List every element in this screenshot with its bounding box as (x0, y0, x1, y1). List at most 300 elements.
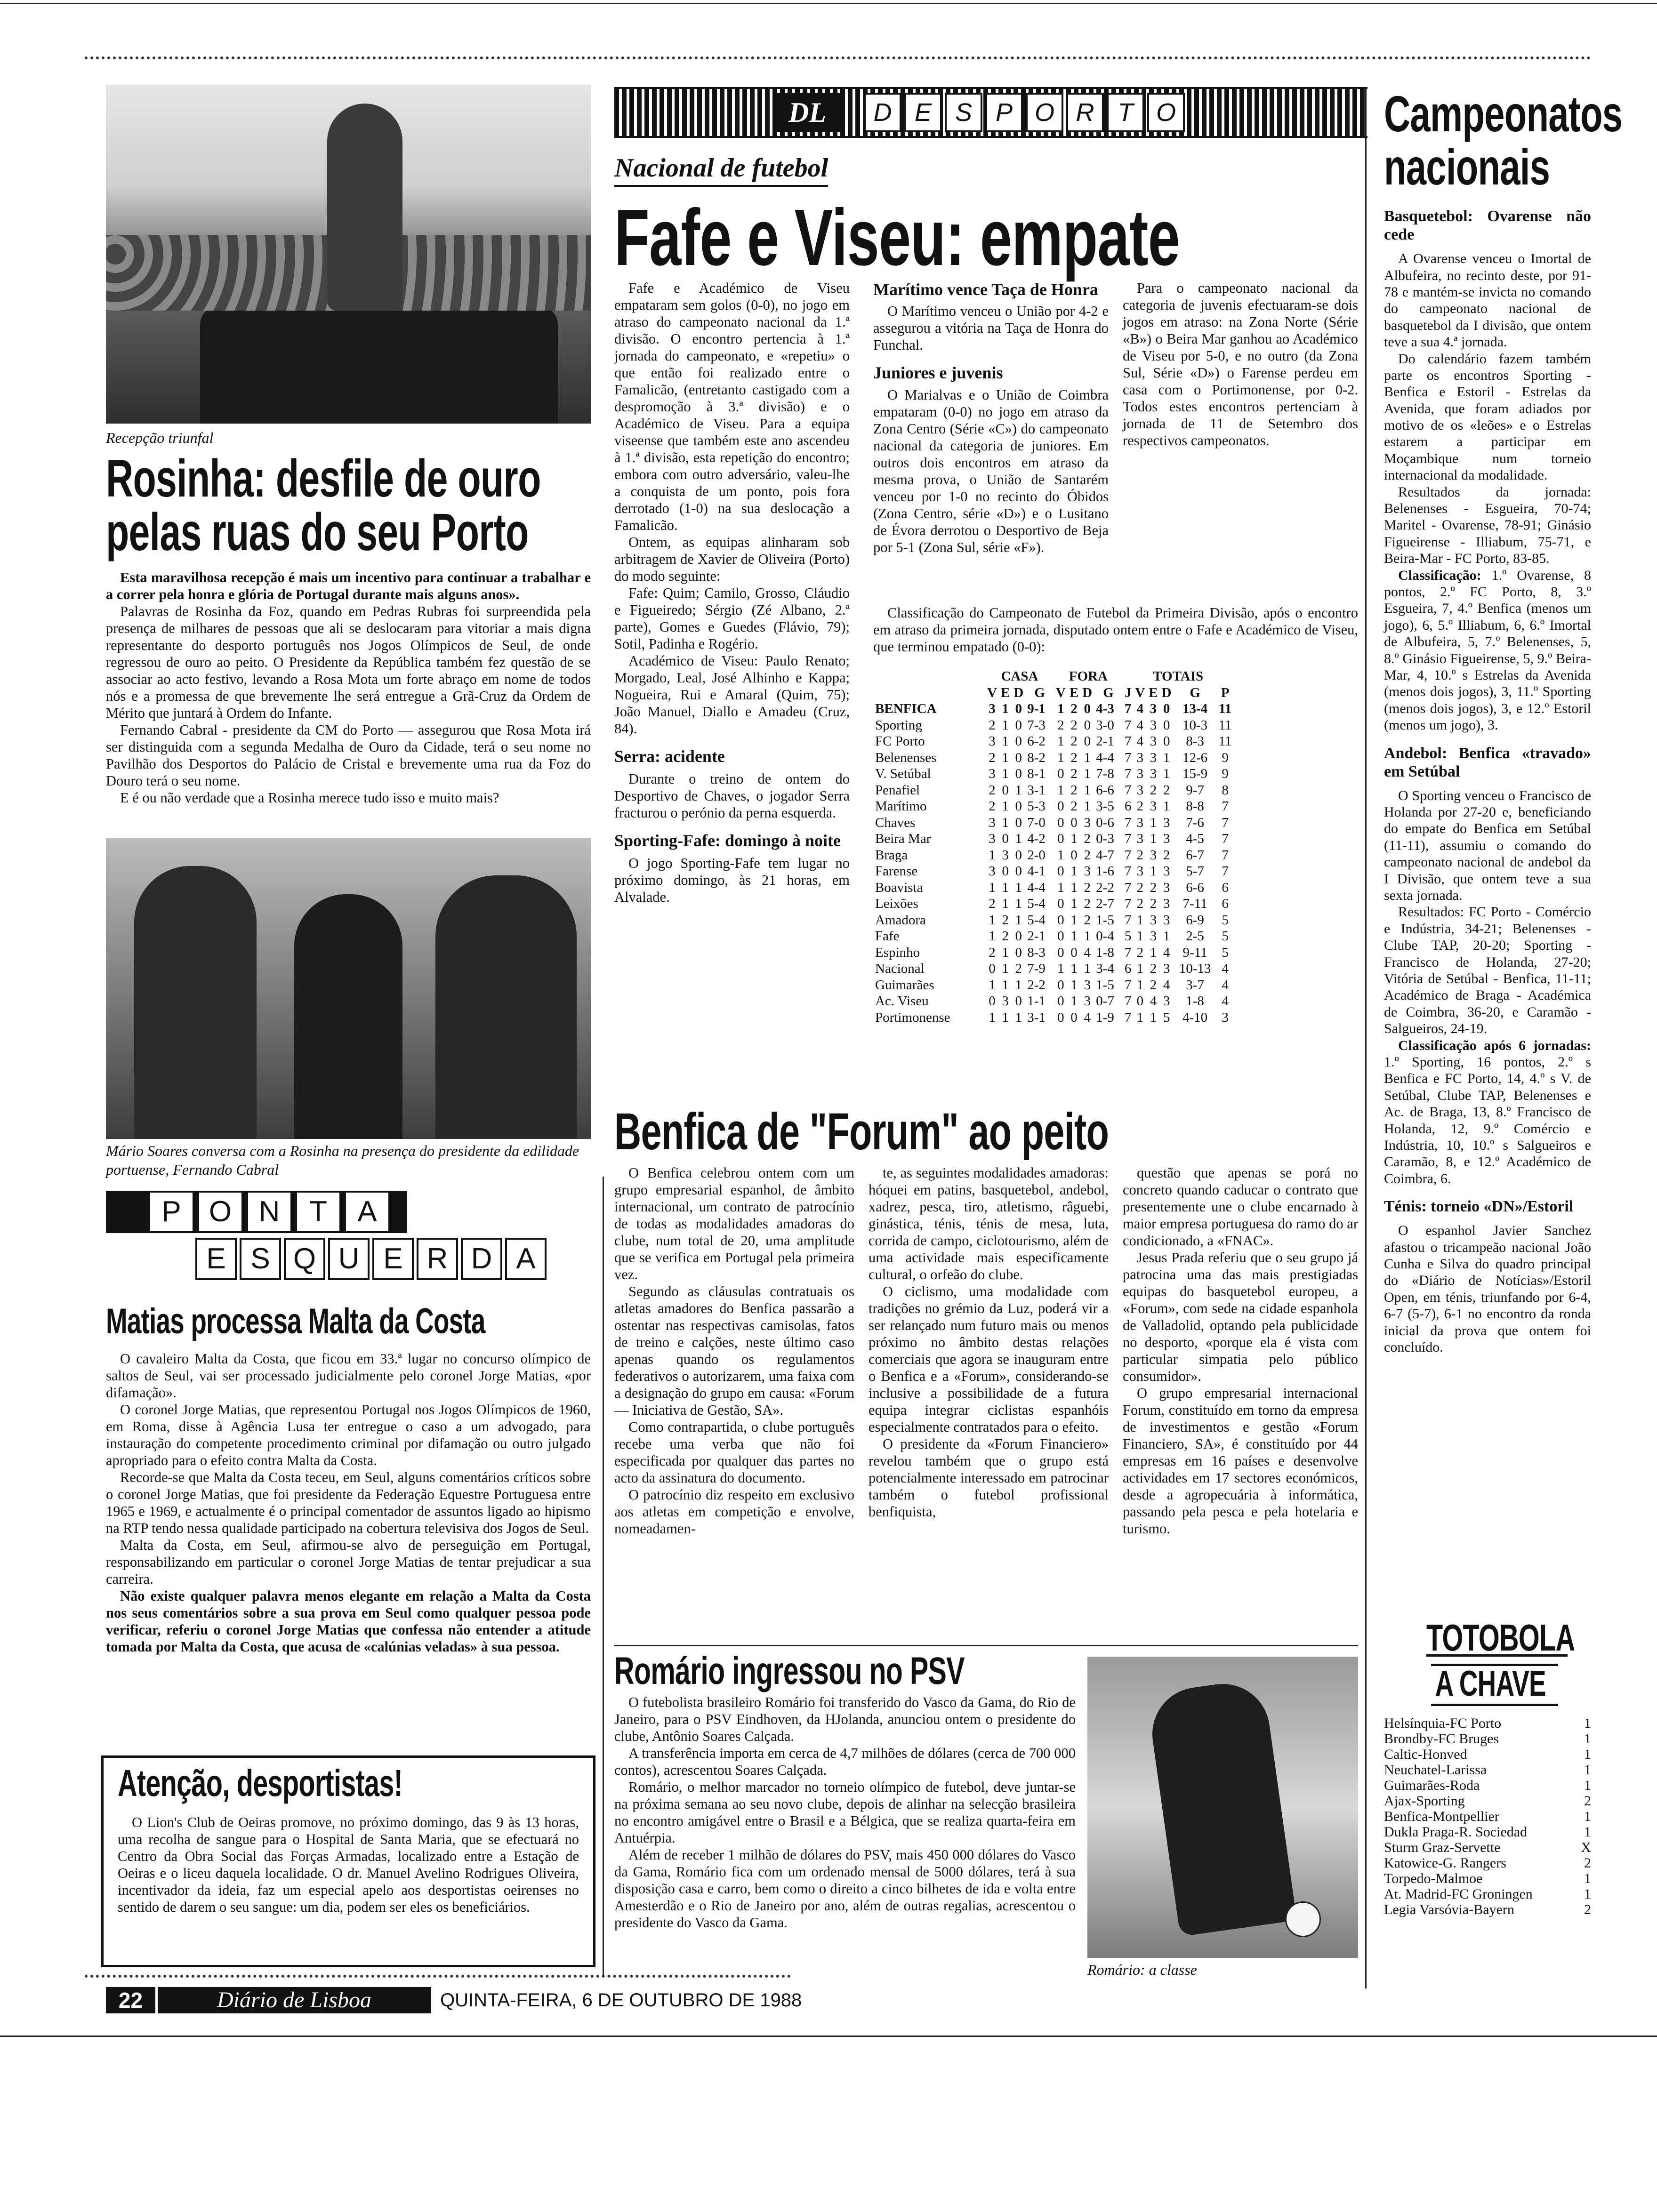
table-cell: 3 (1150, 912, 1157, 928)
table-cell: 1-8 (1096, 945, 1114, 960)
table-cell: 4 (1222, 961, 1229, 976)
table-cell: 2-2 (1096, 880, 1114, 895)
totobola-result: 1 (1584, 1715, 1591, 1731)
rosinha-lead: Esta maravilhosa recepção é mais um incentivo para continuar a trabalhar e a correr pela honra e glória de Portugal durante mais alguns anos». (106, 569, 591, 602)
table-cell: 7-3 (1027, 717, 1046, 733)
table-cell: 3 (1150, 929, 1157, 944)
dl-logo: DL (774, 93, 840, 132)
campeonatos-headline-text: Campeonatos nacionais (1384, 85, 1623, 196)
table-cell: 7 (1124, 945, 1132, 960)
section-letter: S (945, 93, 982, 132)
table-cell: 1 (1002, 945, 1009, 960)
sporting-heading: Sporting-Fafe: domingo à noite (614, 831, 841, 850)
table-cell: 2 (1070, 750, 1078, 765)
table-cell: 5 (1222, 912, 1229, 928)
table-cell: 1 (1057, 880, 1064, 895)
table-cell: 1 (1070, 929, 1078, 944)
esquerda-letter: E (195, 1238, 237, 1280)
page-number: 22 (106, 1987, 155, 2013)
romario-headline-text: Romário ingressou no PSV (614, 1650, 965, 1692)
table-group-header-row (873, 668, 1234, 685)
table-cell: 7 (1124, 815, 1132, 830)
benfica-para: O Benfica celebrou ontem com um grupo empresarial espanhol, de âmbito internacional, um contrato de patrocínio de todas as modalidades amadoras do clube, num total de 20, uma amplitude que se verifica em Portugal pela primeira vez. (614, 1165, 854, 1282)
table-row (873, 701, 1234, 717)
romario-para: A transferência importa em cerca de 4,7 milhões de dólares (cerca de 700 000 contos), acrescentou Soares Calçada. (614, 1745, 1076, 1778)
table-row (873, 896, 1234, 912)
table-row (873, 847, 1234, 864)
fafe-para: Fafe e Académico de Viseu empataram sem golos (0-0), no jogo em atraso do campeonato nacional da 1.ª divisão. O encontro pertencia à 1.ª jornada do campeonato, e «repetiu» o que então foi realizado entre o Famalicão, (entretanto castigado com a despromoção à 3.ª divisão) e o Académico de Viseu. Para a equipa viseense que também este ano ascendeu à 1.ª divisão, esta repetição do encontro; embora com outro adversário, valeu-lhe a conquista de um ponto, pois fora derrotado (1-0) na sua deslocação a Famalicão. (614, 280, 850, 533)
table-cell: 1 (1163, 750, 1170, 765)
divider-right (1365, 87, 1367, 1988)
romario-para: Além de receber 1 milhão de dólares do PSV, mais 450 000 dólares do Vasco da Gama, Romário fica com um ordenado mensal de 5000 dólares, terá à sua disposição casa e carro, bem como o direito a cinco bilhetes de ida e volta entre Amesterdão e o Rio de Janeiro por ano, além de outras regalias, acrescentou o presidente do Vasco da Gama. (614, 1846, 1076, 1931)
table-cell: 5-4 (1027, 912, 1046, 928)
table-cell: 1 (1084, 961, 1091, 976)
team-name: Leixões (875, 896, 918, 911)
table-cell: 1 (1057, 734, 1064, 749)
ponta-letter: T (295, 1191, 341, 1233)
table-cell: 1 (1084, 799, 1091, 814)
table-cell: 9-1 (1027, 701, 1046, 716)
ball-shape (1285, 1901, 1321, 1937)
tenis-heading: Ténis: torneio «DN»/Estoril (1384, 1198, 1574, 1216)
totobola-match: Benfica-Montpellier (1384, 1809, 1499, 1824)
table-cell: 7 (1222, 831, 1229, 846)
totobola-result: 1 (1584, 1886, 1591, 1902)
table-cell: 3 (1163, 912, 1170, 928)
table-cell: 6 (1222, 896, 1229, 911)
table-cell: 6-7 (1186, 847, 1204, 863)
table-cell: 1 (1015, 782, 1022, 798)
soares-caption: Mário Soares conversa com a Rosinha na presença do presidente da edilidade portuense, Fernando Cabral (106, 1142, 579, 1178)
table-column-header: E (1000, 685, 1010, 700)
table-cell: 3 (1084, 864, 1091, 879)
table-cell: 3 (989, 831, 996, 846)
table-cell: 2 (1070, 701, 1078, 716)
table-row (873, 766, 1234, 782)
table-row (873, 1010, 1234, 1026)
table-cell: 3 (989, 701, 996, 716)
table-cell: 3 (989, 815, 996, 830)
table-cell: 0 (1163, 717, 1170, 733)
league-table (873, 668, 1363, 1026)
table-cell: 2-7 (1096, 896, 1114, 911)
team-name: Belenenses (875, 750, 937, 765)
table-cell: 9 (1222, 766, 1229, 781)
table-cell: 2 (1163, 847, 1170, 863)
table-cell: 1 (1136, 1010, 1144, 1025)
totobola-match: At. Madrid-FC Groningen (1384, 1886, 1533, 1902)
table-cell: 0 (989, 961, 996, 976)
rosinha-para: Palavras de Rosinha da Foz, quando em Pedras Rubras foi surpreendida pela presença de milhares de pessoas que ali se deslocaram para vitoriar a mais digna representante do desporto português nos Jogos Olímpicos de Seul, de onde regressou de ouro ao peito. O Presidente da República também fez questão de se associar ao acto festivo, levando a Rosa Mota um forte abraço em nome de todos nós e a promessa de que brevemente lhe será entregue a Grã-Cruz da Ordem de Mérito que juntará à Ordem do Infante. (106, 603, 591, 721)
benfica-para: O ciclismo, uma modalidade com tradições no grémio da Luz, poderá vir a ser relançado num futuro mais ou menos próximo no âmbito destas relações comerciais que agora se inauguram entre o Benfica e a «Forum», considerando-se inclusive a possibilidade de a futura equipa integrar ciclistas espanhóis especialmente contratados para o efeito. (869, 1283, 1109, 1435)
romario-top-rule (614, 1645, 1358, 1646)
table-cell: 3 (1163, 831, 1170, 846)
table-cell: 0 (1057, 977, 1064, 993)
classificacao-intro (873, 605, 1358, 656)
table-cell: 2 (989, 896, 996, 911)
benfica-headline (614, 1103, 1358, 1162)
table-group-header: TOTAIS (1153, 669, 1204, 684)
table-cell: 1-6 (1096, 864, 1114, 879)
romario-photo (1087, 1657, 1358, 1958)
table-cell: 3 (1136, 782, 1144, 798)
table-cell: 2 (1136, 847, 1144, 863)
table-cell: 2 (1070, 734, 1078, 749)
table-cell: 11 (1218, 701, 1232, 716)
table-cell: 1 (1002, 977, 1009, 993)
table-cell: 10-3 (1182, 717, 1208, 733)
table-cell: 1 (1084, 782, 1091, 798)
table-row (873, 945, 1234, 961)
section-letter: D (864, 93, 901, 132)
divider-left (603, 1177, 604, 1977)
table-cell: 0 (1015, 750, 1022, 765)
right-column (1384, 207, 1591, 1355)
table-cell: 0 (1057, 896, 1064, 911)
serra-text: Durante o treino de ontem do Desportivo de Chaves, o jogador Serra fracturou o perónio da perna esquerda. (614, 770, 850, 821)
table-column-header: E (1069, 685, 1079, 700)
team-name: Espinho (875, 945, 920, 960)
table-cell: 1 (1002, 701, 1009, 716)
ponta-letter: N (246, 1191, 292, 1233)
table-cell: 1 (1084, 929, 1091, 944)
section-letter: O (1026, 93, 1063, 132)
benfica-para: O grupo empresarial internacional Forum, constituído em torno da empresa de investimentos e gestão «Forum Financiero, SA», é constituído por 44 empresas em 16 países e desenvolve actividades em 17 sectores económicos, desde a agropecuária à informática, passando pela pesca e pela hotelaria e turismo. (1123, 1385, 1358, 1537)
basket-class: 1.º Ovarense, 8 pontos, 2.º FC Porto, 8, 3.º Esgueira, 7, 4.º Benfica (menos um jogo), 6, 5.º Illiabum, 6, 6.º Imortal de Albufeira, 5, 7.º Belenenses, 5, 8.º Ginásio Figueirense, 5, 9.º Beira-Mar, 4, 10.º s Estrelas da Avenida (menos dois jogos), 3, 11.º Sporting (menos dois jogos), 3, e 12.º Estoril (menos um jogo), 3. (1384, 567, 1592, 733)
table-column-header: G (1103, 685, 1114, 700)
totobola-match: Caltic-Honved (1384, 1747, 1467, 1762)
atencao-headline-text: Atenção, desportistas! (118, 1762, 403, 1804)
team-name: Guimarães (875, 977, 934, 993)
table-cell: 1 (1057, 750, 1064, 765)
table-cell: 3 (1163, 864, 1170, 879)
table-column-header: G (1190, 685, 1200, 700)
totobola-row (1384, 1731, 1591, 1747)
table-cell: 7 (1124, 977, 1132, 993)
table-row (873, 798, 1234, 815)
table-cell: 3 (1163, 896, 1170, 911)
table-cell: 3-5 (1096, 799, 1114, 814)
table-cell: 3 (1150, 750, 1157, 765)
totobola-row (1384, 1871, 1591, 1886)
table-cell: 0 (1057, 831, 1064, 846)
romario-para: Romário, o melhor marcador no torneio olímpico de futebol, deve juntar-se na próxima semana ao seu novo clube, depois de alinhar na selecção brasileira no encontro amigável entre o Brasil e a Bélgica, que se realiza quarta-feira em Antuérpia. (614, 1779, 1076, 1846)
table-cell: 7-6 (1186, 815, 1204, 830)
totobola-result: 1 (1584, 1824, 1591, 1840)
table-cell: 2 (1136, 945, 1144, 960)
table-cell: 4-10 (1182, 1010, 1208, 1025)
table-cell: 4-4 (1027, 880, 1046, 895)
table-cell: 3-1 (1027, 782, 1046, 798)
esquerda-letter: U (328, 1238, 370, 1280)
table-cell: 0 (1084, 734, 1091, 749)
table-cell: 6-6 (1096, 782, 1114, 798)
benfica-para: questão que apenas se porá no concreto quando caducar o contrato que presentemente une o clube encarnado à maior empresa portuguesa do ramo do ar condicionado, a «FNAC». (1123, 1165, 1358, 1249)
table-cell: 2 (989, 717, 996, 733)
table-cell: 1 (989, 1010, 996, 1025)
table-cell: 2 (989, 782, 996, 798)
section-letter: O (1147, 93, 1185, 132)
table-cell: 4 (1136, 717, 1144, 733)
table-cell: 11 (1218, 734, 1232, 749)
table-cell: 1 (1150, 864, 1157, 879)
table-cell: 1 (1070, 977, 1078, 993)
table-cell: 2 (989, 799, 996, 814)
table-cell: 1 (1057, 961, 1064, 976)
table-cell: 0 (1163, 734, 1170, 749)
totobola-match: Legia Varsóvia-Bayern (1384, 1902, 1514, 1917)
table-cell: 4 (1136, 701, 1144, 716)
table-cell: 0 (1015, 766, 1022, 781)
matias-para: O coronel Jorge Matias, que representou Portugal nos Jogos Olímpicos de 1960, em Roma, disse à Agência Lusa ter entregue o caso a um advogado, para instauração do competente procedimento criminal por difamação ou outro julgado apropriado para o efeito contra Malta da Costa. (106, 1401, 591, 1468)
benfica-headline-text: Benfica de "Forum" ao peito (614, 1103, 1109, 1161)
table-cell: 4 (1136, 734, 1144, 749)
table-cell: 7-8 (1096, 766, 1114, 781)
table-group-header: CASA (1001, 669, 1038, 684)
team-name: Boavista (875, 880, 923, 895)
ponta-word (148, 1191, 393, 1233)
totobola-row (1384, 1778, 1591, 1793)
table-cell: 2 (1084, 847, 1091, 863)
table-cell: 1 (1150, 815, 1157, 830)
table-cell: 2 (1070, 717, 1078, 733)
soares-photo (106, 838, 591, 1139)
table-cell: 4-7 (1096, 847, 1114, 863)
table-cell: 4 (1084, 945, 1091, 960)
team-name: BENFICA (875, 701, 937, 716)
table-row (873, 750, 1234, 766)
table-cell: 7 (1124, 912, 1132, 928)
totobola-row (1384, 1762, 1591, 1778)
table-cell: 1 (1002, 750, 1009, 765)
table-cell: 2-0 (1027, 847, 1046, 863)
table-cell: 1 (1070, 831, 1078, 846)
table-cell: 3-0 (1096, 717, 1114, 733)
totobola-match: Torpedo-Malmoe (1384, 1871, 1483, 1886)
table-cell: 3 (1150, 717, 1157, 733)
andebol-para: O Sporting venceu o Francisco de Holanda por 27-20 e, beneficiando do empate do Benfica em Setúbal (11-11), assumiu o comando do campeonato nacional de andebol da I Divisão, que ontem teve a sua sexta jornada. (1384, 787, 1591, 904)
table-cell: 7 (1124, 847, 1132, 863)
table-cell: 1 (1070, 864, 1078, 879)
table-cell: 4-5 (1186, 831, 1204, 846)
totobola-box (1384, 1619, 1591, 2005)
tenis-para: O espanhol Javier Sanchez afastou o tricampeão nacional João Cunha e Silva do quadro principal do «Diário de Notícias»/Estoril Open, em ténis, triunfando por 6-4, 6-7 (5-7), 6-1 no encontro da ronda inicial da prova que ontem foi concluído. (1384, 1223, 1591, 1355)
table-cell: 3 (1150, 799, 1157, 814)
table-cell: 1 (1015, 896, 1022, 911)
table-row (873, 831, 1234, 847)
table-column-header: V (987, 685, 997, 700)
andebol-class: 1.º Sporting, 16 pontos, 2.º s Benfica e FC Porto, 14, 4.º s V. de Setúbal, Clube TAP, Belenenses e Ac. de Braga, 13, 8.º Francisco de Holanda, 12, 9.º Comércio e Indústria, 10, 10.º s Salgueiros e Caramão, 8, e 12.º Académico de Coimbra, 6. (1384, 1054, 1591, 1186)
table-cell: 2-1 (1027, 929, 1046, 944)
table-cell: 1 (989, 912, 996, 928)
basket-para: A Ovarense venceu o Imortal de Albufeira, no recinto deste, por 91-78 e mantém-se invicta no comando do campeonato nacional de basquetebol da I divisão, que ontem teve a sua 4.ª jornada. (1384, 251, 1591, 350)
table-row (873, 928, 1234, 945)
table-cell: 2 (1084, 912, 1091, 928)
table-cell: 5 (1163, 1010, 1170, 1025)
table-cell: 0 (1057, 815, 1064, 830)
totobola-result: 1 (1584, 1762, 1591, 1778)
table-cell: 12-6 (1182, 750, 1208, 765)
table-cell: 3 (1222, 1010, 1229, 1025)
totobola-row (1384, 1886, 1591, 1902)
table-row (873, 912, 1234, 929)
totobola-result: 1 (1584, 1871, 1591, 1886)
table-cell: 0 (1015, 717, 1022, 733)
table-cell: 15-9 (1182, 766, 1208, 781)
fafe-col3 (1123, 280, 1358, 449)
table-cell: 0 (1057, 929, 1064, 944)
table-group-header: FORA (1069, 669, 1108, 684)
table-cell: 1 (1015, 977, 1022, 993)
table-cell: 1 (1150, 945, 1157, 960)
team-name: Farense (875, 864, 918, 879)
atencao-box (101, 1755, 595, 1967)
basket-heading: Basquetebol: Ovarense não cede (1384, 208, 1591, 244)
table-cell: 4 (1084, 1010, 1091, 1025)
table-cell: 0-7 (1096, 994, 1114, 1009)
table-cell: 1-5 (1096, 977, 1114, 993)
romario-headline (614, 1652, 1085, 1694)
table-cell: 5-4 (1027, 896, 1046, 911)
table-cell: 1 (1136, 961, 1144, 976)
reception-caption: Recepção triunfal (106, 429, 214, 446)
table-row (873, 863, 1234, 880)
table-cell: 5-7 (1186, 864, 1204, 879)
totobola-row (1384, 1715, 1591, 1731)
table-cell: 1 (1002, 717, 1009, 733)
table-cell: 4 (1150, 994, 1157, 1009)
table-cell: 7 (1124, 750, 1132, 765)
table-cell: 2 (1057, 717, 1064, 733)
table-cell: 1 (1015, 880, 1022, 895)
section-title (864, 93, 1188, 132)
benfica-col1 (614, 1165, 854, 1538)
benfica-col2 (869, 1165, 1109, 1521)
romario-article (614, 1694, 1076, 1931)
table-cell: 0 (1070, 815, 1078, 830)
table-cell: 2-2 (1027, 977, 1046, 993)
table-cell: 2 (1136, 880, 1144, 895)
table-cell: 1 (1002, 734, 1009, 749)
team-name: FC Porto (875, 734, 925, 749)
table-cell: 3 (1002, 847, 1009, 863)
matias-headline (106, 1301, 591, 1351)
table-cell: 1 (989, 977, 996, 993)
campeonatos-headline (1384, 85, 1623, 205)
totobola-title-text: TOTOBOLA (1426, 1617, 1575, 1659)
table-row (873, 977, 1234, 994)
table-cell: 1 (1002, 896, 1009, 911)
table-cell: 3 (1084, 815, 1091, 830)
table-cell: 3 (1150, 847, 1157, 863)
table-cell: 5 (1124, 929, 1132, 944)
table-cell: 4-4 (1096, 750, 1114, 765)
table-cell: 1 (1070, 961, 1078, 976)
table-cell: 7 (1222, 847, 1229, 863)
totobola-match: Katowice-G. Rangers (1384, 1855, 1506, 1871)
team-name: Marítimo (875, 799, 927, 814)
fafe-headline (614, 193, 1358, 282)
totobola-result: X (1581, 1840, 1591, 1855)
andebol-class-label: Classificação após 6 jornadas: (1398, 1037, 1591, 1053)
table-cell: 2 (1163, 782, 1170, 798)
table-cell: 3 (1163, 815, 1170, 830)
atencao-headline (118, 1764, 513, 1807)
table-cell: 2-1 (1096, 734, 1114, 749)
andebol-para: Resultados: FC Porto - Comércio e Indústria, 34-21; Belenenses - Clube TAP, 20-20; Sporting - Francisco de Holanda, 27-20; Vitória de Setúbal - Benfica, 11-11; Académico de Braga - Académica de Coimbra, 36-20, e Caramão - Salgueiros, 24-19. (1384, 904, 1591, 1037)
totobola-result: 2 (1584, 1793, 1591, 1809)
ponta-letter: A (344, 1191, 390, 1233)
basket-class-label: Classificação: (1398, 567, 1481, 583)
table-cell: 1 (1150, 1010, 1157, 1025)
benfica-para: O presidente da «Forum Financiero» revelou também que o grupo está potencialmente interessado em patrocinar também o futebol profissional benfiquista, (869, 1435, 1109, 1520)
table-cell: 1 (1015, 1010, 1022, 1025)
table-cell: 1-1 (1027, 994, 1046, 1009)
table-cell: 8 (1222, 782, 1229, 798)
table-cell: 0 (1070, 945, 1078, 960)
table-cell: 3 (1084, 994, 1091, 1009)
table-cell: 1 (1084, 766, 1091, 781)
serra-heading: Serra: acidente (614, 746, 725, 766)
totobola-row (1384, 1840, 1591, 1855)
table-row (873, 733, 1234, 750)
juniores-text: O Marialvas e o União de Coimbra empataram (0-0) no jogo em atraso da Zona Centro (Série «C») do campeonato nacional da categoria de juniores. Em outros dois encontros em atraso da mesma prova, o União de Santarém venceu por 1-0 no recinto do Óbidos (Zona Centro, série «D») e o Lusitano de Évora derrotou o Desportivo de Beja por 5-1 (Zona Sul, série «F»). (873, 386, 1109, 555)
table-column-header: J (1124, 685, 1132, 700)
table-cell: 2 (1002, 929, 1009, 944)
table-cell: 1 (1015, 831, 1022, 846)
totobola-title (1426, 1617, 1575, 1659)
table-cell: 3 (1150, 734, 1157, 749)
top-dotted-rule (85, 56, 1591, 59)
table-row (873, 961, 1234, 977)
table-cell: 1 (1057, 701, 1064, 716)
table-cell: 7 (1124, 734, 1132, 749)
table-row (873, 782, 1234, 799)
table-cell: 7 (1124, 766, 1132, 781)
table-cell: 2 (1136, 896, 1144, 911)
table-cell: 2 (1070, 782, 1078, 798)
rosinha-para: E é ou não verdade que a Rosinha merece tudo isso e muito mais? (120, 789, 499, 806)
team-name: Portimonense (875, 1010, 950, 1025)
table-cell: 4-2 (1027, 831, 1046, 846)
table-cell: 2 (1136, 799, 1144, 814)
totobola-match: Neuchatel-Larissa (1384, 1762, 1487, 1778)
team-name: Penafiel (875, 782, 920, 798)
benfica-col3 (1123, 1165, 1358, 1538)
benfica-para: Jesus Prada referiu que o seu grupo já patrocina uma das mais prestigiadas equipas do basquetebol europeu, a «Forum», com sede na cidade espanhola de Valladolid, optando pela publicidade no desporto, «porque ela é vista com particular simpatia pelo público consumidor». (1123, 1249, 1358, 1384)
table-cell: 1 (1163, 799, 1170, 814)
table-cell: 1 (1002, 766, 1009, 781)
reception-photo (106, 85, 591, 424)
table-cell: 0 (1015, 929, 1022, 944)
table-cell: 0-4 (1096, 929, 1114, 944)
figure-left (134, 866, 257, 1139)
table-cell: 0 (1163, 701, 1170, 716)
totobola-row (1384, 1809, 1591, 1824)
table-cell: 0 (1084, 717, 1091, 733)
ponta-letter: P (148, 1191, 194, 1233)
fafe-para: Académico de Viseu: Paulo Renato; Morgado, Leal, José Alhinho e Kappa; Nogueira, Rui e Amaral (Quim, 75); João Manuel, Diallo e Amadeu (Cruz, 84). (614, 652, 850, 737)
table-cell: 6 (1222, 880, 1229, 895)
table-cell: 7 (1124, 864, 1132, 879)
team-name: Braga (875, 847, 908, 863)
matias-headline-text: Matias processa Malta da Costa (106, 1301, 485, 1341)
table-cell: 9-11 (1182, 945, 1207, 960)
top-rule-left (0, 3, 1657, 4)
section-masthead (614, 87, 1367, 138)
totobola-match: Helsínquia-FC Porto (1384, 1715, 1502, 1731)
table-column-header: E (1149, 685, 1158, 700)
